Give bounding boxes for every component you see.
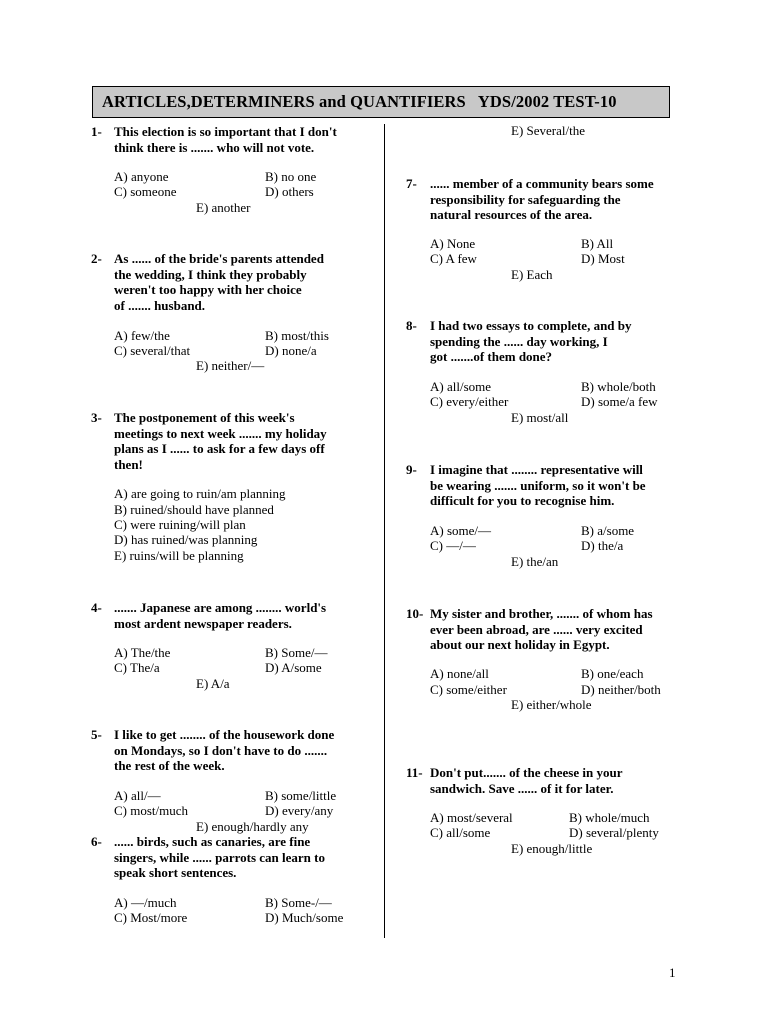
option-a: A) none/all [430, 666, 489, 681]
option-a: A) anyone [114, 169, 169, 184]
question-number: 9- [406, 462, 417, 477]
option-d: D) several/plenty [569, 825, 659, 840]
option-d: D) every/any [265, 803, 334, 818]
question-stem-line: ...... birds, such as canaries, are fine [114, 834, 311, 849]
option-e: E) most/all [511, 410, 569, 425]
question-number: 8- [406, 318, 417, 333]
question-stem-line: the rest of the week. [114, 758, 225, 773]
option-b: B) no one [265, 169, 317, 184]
question-stem-line: ...... member of a community bears some [430, 176, 654, 191]
question-number: 7- [406, 176, 417, 191]
option-a: A) few/the [114, 328, 170, 343]
option-c: C) Most/more [114, 910, 188, 925]
question-stem-line: Don't put....... of the cheese in your [430, 765, 623, 780]
question-stem-line: the wedding, I think they probably [114, 266, 307, 282]
option-d: D) others [265, 184, 314, 199]
question-number: 1- [91, 124, 102, 139]
option-e: E) enough/little [511, 841, 593, 856]
question-number: 5- [91, 727, 102, 742]
question-stem-line: meetings to next week ....... my holiday [114, 425, 327, 441]
option-c: C) all/some [430, 825, 491, 840]
option-c: C) every/either [430, 394, 509, 409]
option-a: A) are going to ruin/am planning [114, 486, 286, 501]
question-number: 3- [91, 410, 102, 425]
question-stem-line: think there is ....... who will not vote. [114, 139, 315, 155]
question-stem-line: got .......of them done? [430, 349, 553, 364]
option-b: B) Some-/— [265, 895, 332, 910]
option-e: E) A/a [196, 676, 230, 691]
question-stem-line: then! [114, 456, 143, 472]
option-d: D) neither/both [581, 682, 661, 697]
question-stem-line: sandwich. Save ...... of it for later. [430, 780, 614, 796]
option-e: E) the/an [511, 554, 559, 569]
question-stem-line: This election is so important that I don't [114, 124, 337, 139]
question-stem-line: ever been abroad, are ...... very excited [430, 621, 643, 637]
question-stem-line: The postponement of this week's [114, 410, 295, 425]
option-e: E) Several/the [511, 123, 585, 138]
option-b: B) one/each [581, 666, 644, 681]
option-b: B) most/this [265, 328, 329, 343]
option-a: A) The/the [114, 645, 171, 660]
option-b: B) whole/both [581, 379, 656, 394]
option-b: B) whole/much [569, 810, 650, 825]
option-d: D) has ruined/was planning [114, 532, 258, 547]
option-e: E) either/whole [511, 697, 592, 712]
option-b: B) ruined/should have planned [114, 502, 274, 517]
question-number: 11- [406, 765, 423, 780]
question-number: 6- [91, 834, 102, 849]
question-stem-line: singers, while ...... parrots can learn to [114, 849, 325, 865]
option-c: C) someone [114, 184, 177, 199]
question-stem-line: I had two essays to complete, and by [430, 318, 632, 333]
option-c: C) most/much [114, 803, 189, 818]
option-a: A) all/some [430, 379, 492, 394]
question-stem-line: about our next holiday in Egypt. [430, 637, 610, 652]
question-stem-line: of ....... husband. [114, 297, 206, 313]
option-c: C) The/a [114, 660, 160, 675]
question-stem-line: plans as I ...... to ask for a few days off [114, 441, 325, 456]
option-d: D) Most [581, 251, 625, 266]
option-a: A) most/several [430, 810, 513, 825]
option-c: C) —/— [430, 538, 476, 553]
question-number: 2- [91, 251, 102, 266]
test-title: ARTICLES,DETERMINERS and QUANTIFIERS YDS/2002 TEST-10 [92, 86, 670, 118]
option-d: D) A/some [265, 660, 322, 675]
option-d: D) the/a [581, 538, 624, 553]
question-stem-line: responsibility for safeguarding the [430, 191, 621, 207]
question-stem-line: As ...... of the bride's parents attended [114, 251, 324, 266]
option-d: D) some/a few [581, 394, 658, 409]
option-d: D) none/a [265, 343, 317, 358]
option-b: B) some/little [265, 788, 337, 803]
question-stem-line: I like to get ........ of the housework done [114, 727, 335, 742]
question-stem-line: I imagine that ........ representative will [430, 462, 643, 477]
option-c: C) A few [430, 251, 477, 266]
question-stem-line: spending the ...... day working, I [430, 333, 608, 349]
question-number: 4- [91, 600, 102, 615]
option-e: E) Each [511, 267, 553, 282]
question-stem-line: natural resources of the area. [430, 207, 593, 222]
question-stem-line: most ardent newspaper readers. [114, 615, 292, 631]
option-e: E) neither/— [196, 358, 265, 373]
option-b: B) a/some [581, 523, 635, 538]
question-stem-line: on Mondays, so I don't have to do ....... [114, 742, 328, 758]
column-divider [384, 124, 385, 938]
option-c: C) some/either [430, 682, 507, 697]
page-number: 1 [669, 965, 676, 980]
question-stem-line: difficult for you to recognise him. [430, 493, 615, 508]
option-a: A) some/— [430, 523, 492, 538]
question-stem-line: My sister and brother, ....... of whom has [430, 606, 653, 621]
question-stem-line: weren't too happy with her choice [114, 282, 302, 297]
option-b: B) Some/— [265, 645, 328, 660]
option-e: E) enough/hardly any [196, 819, 309, 834]
question-number: 10- [406, 606, 424, 621]
option-d: D) Much/some [265, 910, 344, 925]
option-e: E) another [196, 200, 251, 215]
option-c: C) several/that [114, 343, 191, 358]
option-b: B) All [581, 236, 614, 251]
question-stem-line: be wearing ....... uniform, so it won't be [430, 477, 646, 493]
question-stem-line: ....... Japanese are among ........ world's [114, 600, 327, 615]
question-stem-line: speak short sentences. [114, 865, 237, 880]
option-a: A) —/much [114, 895, 177, 910]
option-e: E) ruins/will be planning [114, 548, 244, 563]
option-a: A) all/— [114, 788, 161, 803]
option-a: A) None [430, 236, 476, 251]
option-c: C) were ruining/will plan [114, 517, 246, 532]
